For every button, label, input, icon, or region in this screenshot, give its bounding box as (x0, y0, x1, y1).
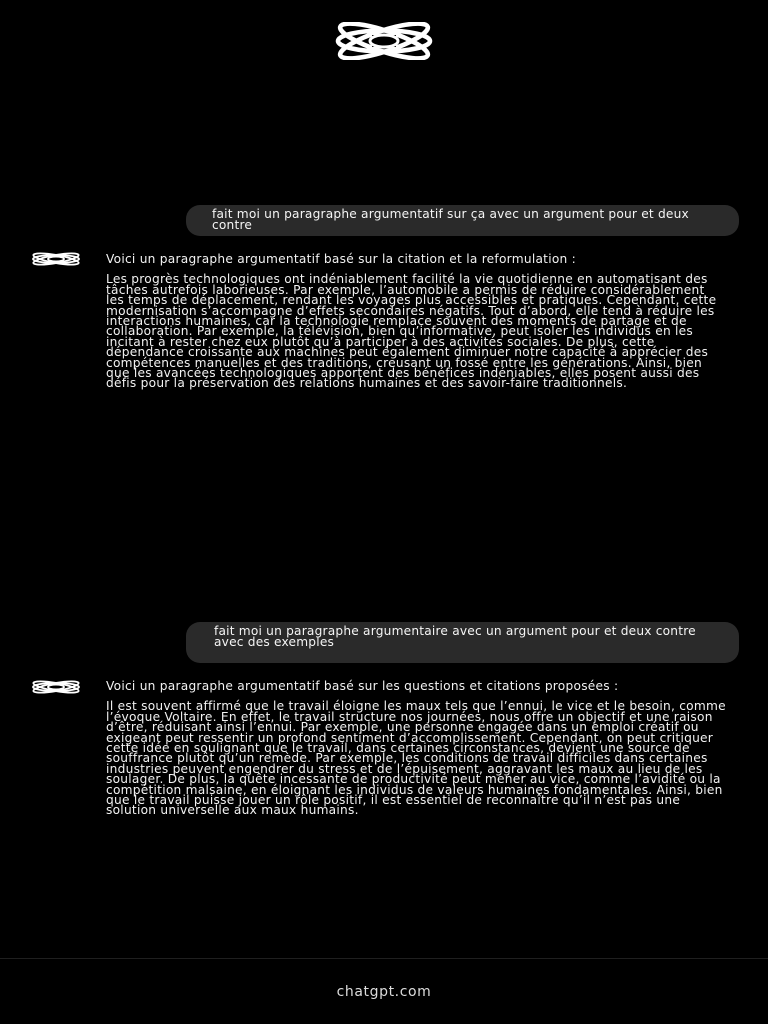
openai-logo-icon (332, 22, 436, 60)
user-message-text: fait moi un paragraphe argumentatif sur ça avec un argument pour et deux contre (212, 207, 689, 232)
user-message-text: fait moi un paragraphe argumentaire avec un argument pour et deux contre avec des exemples (214, 624, 696, 649)
user-message (186, 622, 739, 663)
assistant-message (106, 254, 726, 389)
openai-logo-icon (30, 252, 82, 266)
user-message (186, 205, 739, 236)
assistant-message-intro: Voici un paragraphe argumentatif basé sur les questions et citations proposées : (106, 679, 619, 693)
footer-divider (0, 958, 768, 959)
openai-logo-icon (30, 680, 82, 694)
assistant-message-body: Il est souvent affirmé que le travail éloigne les maux tels que l’ennui, le vice et le besoin, comme l’évoque Voltaire. En effet, le travail structure nos journées, nous offre un objectif et une raison d’être, réduisant ainsi l’ennui. Par exemple, une personne engagée dans un emploi créatif ou exigeant peut ressentir un profond sentiment d’accomplissement. Cependant, on peut critiquer cette idée en soulignant que le travail, dans certaines circonstances, devient une source de souffrance plutôt qu’un remède. Par exemple, les conditions de travail difficiles dans certaines industries peuvent engendrer du stress et de l’épuisement, aggravant les maux au lieu de les soulager. De plus, la quête incessante de productivité peut mener au vice, comme l’avidité ou la compétition malsaine, en éloignant les individus de valeurs humaines fondamentales. Ainsi, bien que le travail puisse jouer un rôle positif, il est essentiel de reconnaître qu’il n’est pas une solution universelle aux maux humains. (106, 699, 726, 818)
assistant-message-intro: Voici un paragraphe argumentatif basé sur la citation et la reformulation : (106, 252, 577, 266)
assistant-message (106, 681, 726, 816)
footer-url-link[interactable]: chatgpt.com (336, 984, 432, 1000)
assistant-message-body: Les progrès technologiques ont indéniablement facilité la vie quotidienne en automatisant des tâches autrefois laborieuses. Par exemple, l’automobile a permis de réduire considérablement les temps de déplacement, rendant les voyages plus accessibles et pratiques. Cependant, cette modernisation s’accompagne d’effets secondaires négatifs. Tout d’abord, elle tend à réduire les interactions humaines, car la technologie remplace souvent des moments de partage et de collaboration. Par exemple, la télévision, bien qu’informative, peut isoler les individus en les incitant à rester chez eux plutôt qu’à participer à des activités sociales. De plus, cette dépendance croissante aux machines peut également diminuer notre capacité à apprécier des compétences manuelles et des traditions, creusant un fossé entre les générations. Ainsi, bien que les avancées technologiques apportent des bénéfices indéniables, elles posent aussi des défis pour la préservation des relations humaines et des savoir-faire traditionnels. (106, 272, 717, 391)
